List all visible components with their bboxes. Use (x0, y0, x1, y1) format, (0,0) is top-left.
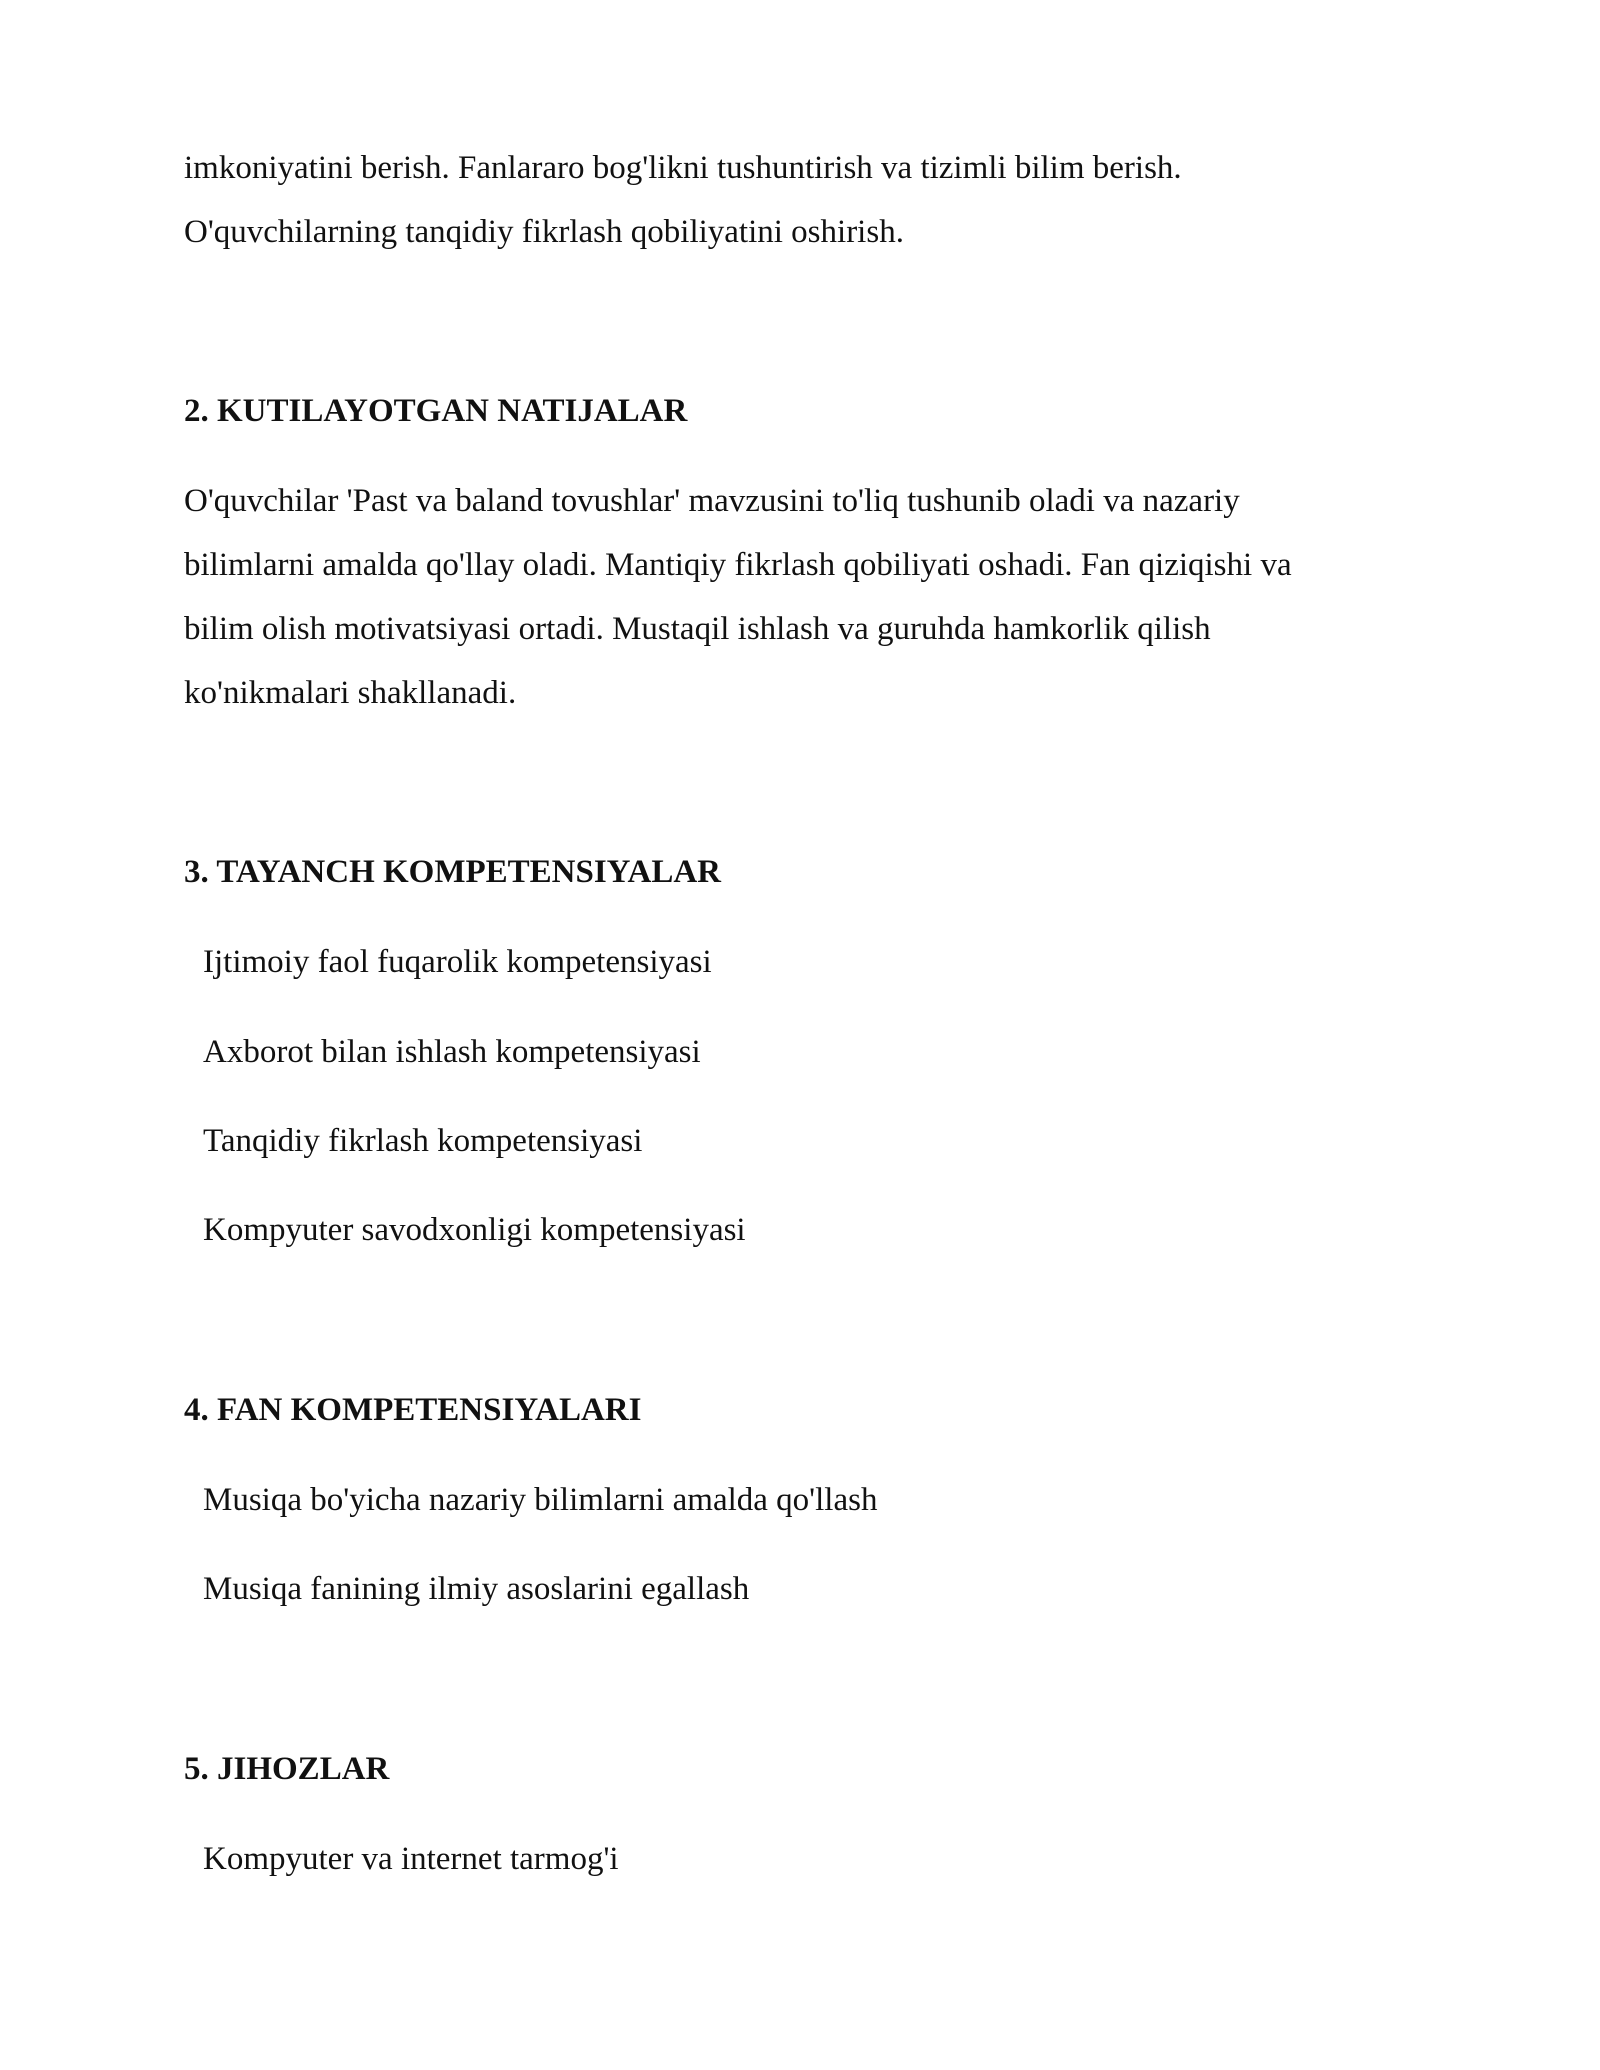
paragraph-line: bilim olish motivatsiyasi ortadi. Mustaqil ishlash va guruhda hamkorlik qilish (184, 611, 1211, 647)
list-item: Musiqa bo'yicha nazariy bilimlarni amalda qo'llash (203, 1482, 878, 1518)
section-heading: 4. FAN KOMPETENSIYALARI (184, 1392, 642, 1428)
intro-line: imkoniyatini berish. Fanlararo bog'likni tushuntirish va tizimli bilim berish. (184, 150, 1182, 186)
paragraph-line: bilimlarni amalda qo'llay oladi. Mantiqiy fikrlash qobiliyati oshadi. Fan qiziqishi va (184, 547, 1292, 583)
list-item: Musiqa fanining ilmiy asoslarini egallash (203, 1571, 750, 1607)
list-item: Kompyuter savodxonligi kompetensiyasi (203, 1212, 746, 1248)
section-heading: 5. JIHOZLAR (184, 1751, 390, 1787)
list-item: Kompyuter va internet tarmog'i (203, 1841, 619, 1877)
section-heading: 2. KUTILAYOTGAN NATIJALAR (184, 393, 688, 429)
paragraph-line: ko'nikmalari shakllanadi. (184, 675, 517, 711)
paragraph-line: O'quvchilar 'Past va baland tovushlar' mavzusini to'liq tushunib oladi va nazariy (184, 483, 1240, 519)
intro-line: O'quvchilarning tanqidiy fikrlash qobiliyatini oshirish. (184, 214, 904, 250)
list-item: Tanqidiy fikrlash kompetensiyasi (203, 1123, 643, 1159)
section-heading: 3. TAYANCH KOMPETENSIYALAR (184, 854, 721, 890)
list-item: Ijtimoiy faol fuqarolik kompetensiyasi (203, 944, 712, 980)
list-item: Axborot bilan ishlash kompetensiyasi (203, 1034, 701, 1070)
